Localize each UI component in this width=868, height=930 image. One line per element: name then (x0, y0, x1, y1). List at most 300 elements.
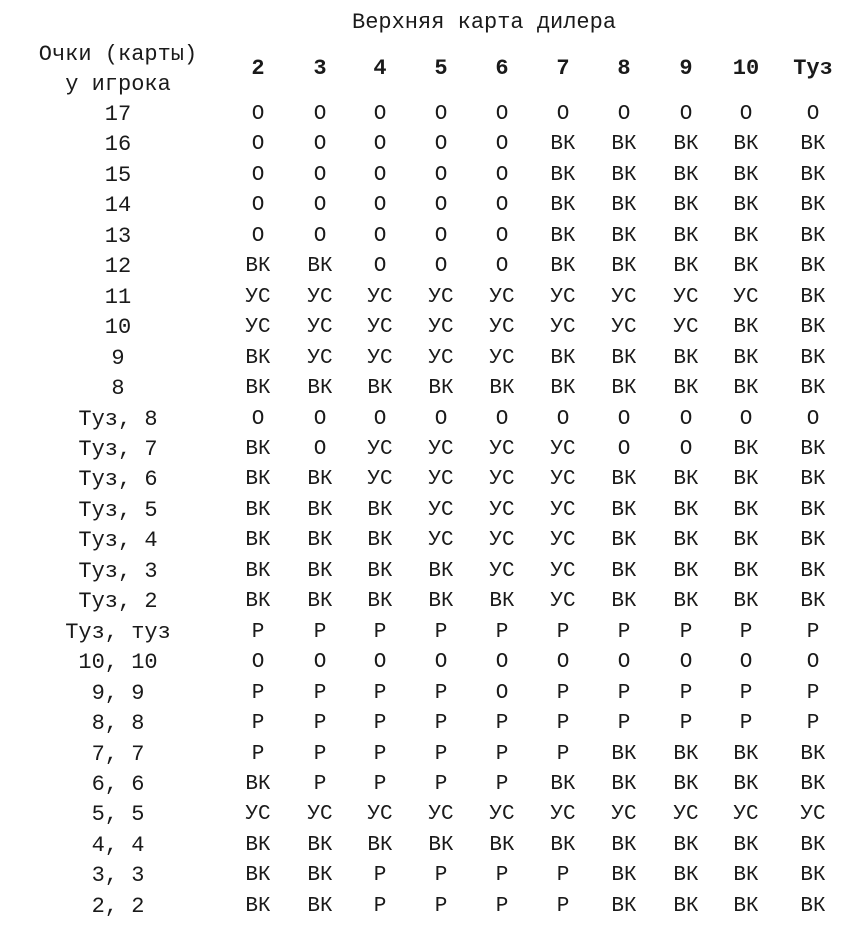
table-cell: ВК (733, 559, 759, 583)
table-cell: ВК (245, 833, 271, 857)
table-cell: ВК (733, 163, 759, 187)
table-cell: УС (550, 468, 576, 492)
table-cell: УС (611, 285, 637, 309)
table-cell: О (495, 163, 509, 187)
table-row (0, 161, 868, 191)
dealer-card-header: 7 (556, 56, 570, 81)
table-cell: О (434, 163, 448, 187)
table-cell: О (251, 163, 265, 187)
row-label: 10 (104, 315, 132, 341)
table-cell: О (495, 194, 509, 218)
table-cell: Р (251, 742, 265, 766)
table-row (0, 344, 868, 374)
table-row (0, 648, 868, 678)
table-cell: О (251, 194, 265, 218)
table-cell: ВК (307, 559, 333, 583)
row-label: Туз, 8 (78, 406, 158, 432)
table-cell: УС (245, 803, 271, 827)
table-cell: ВК (800, 590, 826, 614)
table-cell: ВК (428, 590, 454, 614)
table-cell: Р (373, 620, 387, 644)
table-cell: УС (307, 285, 333, 309)
row-label: 2, 2 (91, 893, 145, 919)
table-cell: ВК (673, 163, 699, 187)
row-label: Туз, 7 (78, 436, 158, 462)
table-row (0, 222, 868, 252)
table-cell: О (373, 194, 387, 218)
table-cell: УС (489, 468, 515, 492)
table-cell: ВК (733, 194, 759, 218)
row-label: 13 (104, 223, 132, 249)
table-cell: О (313, 651, 327, 675)
table-row (0, 861, 868, 891)
table-cell: Р (495, 772, 509, 796)
table-cell: О (495, 681, 509, 705)
table-row (0, 526, 868, 556)
row-label: Туз, 3 (78, 558, 158, 584)
table-cell: ВК (800, 285, 826, 309)
table-cell: Р (373, 772, 387, 796)
table-cell: УС (489, 803, 515, 827)
table-cell: УС (307, 346, 333, 370)
table-cell: ВК (800, 346, 826, 370)
table-cell: Р (434, 894, 448, 918)
table-row (0, 283, 868, 313)
table-cell: УС (428, 285, 454, 309)
table-cell: УС (733, 803, 759, 827)
table-cell: УС (489, 285, 515, 309)
table-cell: Р (556, 681, 570, 705)
table-cell: УС (550, 590, 576, 614)
table-cell: ВК (733, 346, 759, 370)
table-cell: Р (373, 742, 387, 766)
row-label: Туз, туз (65, 619, 171, 645)
table-cell: О (556, 651, 570, 675)
table-cell: УС (550, 559, 576, 583)
table-cell: УС (550, 498, 576, 522)
table-cell: О (434, 103, 448, 126)
table-cell: ВК (245, 772, 271, 796)
table-cell: ВК (307, 498, 333, 522)
table-cell: ВК (800, 468, 826, 492)
table-cell: Р (495, 620, 509, 644)
table-cell: О (679, 407, 693, 431)
table-cell: О (434, 194, 448, 218)
table-cell: Р (434, 864, 448, 888)
table-cell: ВК (733, 529, 759, 553)
table-cell: Р (806, 712, 820, 736)
table-cell: ВК (307, 864, 333, 888)
table-row (0, 405, 868, 435)
table-cell: ВК (673, 224, 699, 248)
table-cell: О (434, 133, 448, 157)
table-cell: ВК (800, 133, 826, 157)
table-cell: Р (373, 712, 387, 736)
table-cell: ВК (367, 590, 393, 614)
table-cell: О (373, 651, 387, 675)
table-row (0, 496, 868, 526)
table-cell: ВК (800, 224, 826, 248)
table-cell: ВК (733, 833, 759, 857)
table-cell: ВК (800, 742, 826, 766)
player-header-line-1: Очки (карты) (38, 42, 198, 67)
table-cell: ВК (733, 894, 759, 918)
table-cell: О (313, 437, 327, 461)
table-cell: О (679, 651, 693, 675)
table-cell: ВК (673, 772, 699, 796)
table-row (0, 435, 868, 465)
table-cell: Р (313, 712, 327, 736)
table-cell: Р (373, 681, 387, 705)
table-cell: Р (313, 772, 327, 796)
table-cell: О (373, 133, 387, 157)
table-cell: ВК (800, 529, 826, 553)
row-label: 17 (104, 102, 132, 127)
table-cell: ВК (245, 590, 271, 614)
table-cell: ВК (673, 529, 699, 553)
table-cell: ВК (611, 255, 637, 279)
row-label: 7, 7 (91, 741, 145, 767)
table-cell: ВК (307, 894, 333, 918)
table-cell: ВК (673, 498, 699, 522)
table-cell: О (806, 651, 820, 675)
table-cell: О (556, 103, 570, 126)
table-cell: ВК (611, 864, 637, 888)
table-cell: О (495, 255, 509, 279)
table-cell: ВК (800, 894, 826, 918)
table-cell: ВК (673, 833, 699, 857)
table-cell: О (251, 407, 265, 431)
table-cell: Р (617, 681, 631, 705)
table-cell: О (495, 224, 509, 248)
table-cell: ВК (611, 194, 637, 218)
table-cell: ВК (611, 559, 637, 583)
dealer-card-header: 6 (495, 56, 509, 81)
table-cell: ВК (367, 529, 393, 553)
table-row (0, 587, 868, 617)
table-row (0, 557, 868, 587)
row-label: Туз, 2 (78, 589, 158, 615)
table-row (0, 313, 868, 343)
table-cell: Р (679, 712, 693, 736)
table-cell: О (679, 437, 693, 461)
table-cell: Р (556, 742, 570, 766)
table-cell: ВК (307, 833, 333, 857)
table-cell: ВК (611, 133, 637, 157)
table-cell: Р (617, 712, 631, 736)
table-cell: О (313, 224, 327, 248)
table-cell: О (806, 407, 820, 431)
table-cell: ВК (673, 559, 699, 583)
table-cell: УС (428, 346, 454, 370)
table-cell: О (251, 103, 265, 126)
table-cell: Р (434, 772, 448, 796)
table-cell: О (313, 407, 327, 431)
table-row (0, 100, 868, 130)
row-label: 11 (104, 284, 132, 310)
table-row (0, 252, 868, 282)
table-row (0, 374, 868, 404)
table-cell: УС (489, 437, 515, 461)
table-cell: ВК (611, 377, 637, 401)
table-cell: УС (428, 437, 454, 461)
table-cell: Р (434, 712, 448, 736)
table-cell: О (806, 103, 820, 126)
table-cell: ВК (673, 590, 699, 614)
table-cell: ВК (550, 163, 576, 187)
table-cell: Р (806, 620, 820, 644)
row-label: Туз, 5 (78, 497, 158, 523)
table-cell: О (495, 407, 509, 431)
row-label: 4, 4 (91, 832, 145, 858)
table-cell: Р (313, 742, 327, 766)
table-cell: ВК (800, 255, 826, 279)
table-cell: ВК (245, 377, 271, 401)
table-cell: ВК (673, 194, 699, 218)
table-cell: О (313, 163, 327, 187)
table-cell: ВК (550, 346, 576, 370)
table-cell: ВК (800, 833, 826, 857)
table-cell: УС (489, 316, 515, 340)
table-cell: Р (313, 620, 327, 644)
table-cell: ВК (611, 468, 637, 492)
table-cell: ВК (611, 772, 637, 796)
table-cell: Р (434, 742, 448, 766)
dealer-card-header: 3 (313, 56, 327, 81)
table-cell: ВК (245, 529, 271, 553)
table-cell: ВК (673, 133, 699, 157)
table-cell: УС (428, 529, 454, 553)
strategy-table (0, 100, 868, 922)
table-cell: ВК (245, 559, 271, 583)
dealer-card-headers (0, 56, 868, 84)
table-cell: О (434, 224, 448, 248)
table-cell: О (617, 437, 631, 461)
table-cell: ВК (428, 833, 454, 857)
table-row (0, 465, 868, 495)
table-cell: ВК (800, 316, 826, 340)
table-cell: Р (313, 681, 327, 705)
table-cell: УС (611, 316, 637, 340)
table-row (0, 709, 868, 739)
table-cell: О (434, 407, 448, 431)
table-cell: УС (428, 468, 454, 492)
table-cell: ВК (550, 377, 576, 401)
table-cell: УС (673, 316, 699, 340)
dealer-card-header: 5 (434, 56, 448, 81)
table-cell: ВК (307, 377, 333, 401)
table-cell: О (739, 651, 753, 675)
table-cell: Р (617, 620, 631, 644)
table-cell: ВК (673, 894, 699, 918)
table-cell: О (373, 103, 387, 126)
table-cell: ВК (733, 224, 759, 248)
row-label: 9 (111, 345, 125, 371)
table-cell: О (373, 163, 387, 187)
table-cell: УС (245, 285, 271, 309)
table-cell: ВК (733, 742, 759, 766)
table-cell: О (495, 103, 509, 126)
table-cell: О (617, 407, 631, 431)
table-cell: ВК (611, 529, 637, 553)
table-cell: О (617, 103, 631, 126)
table-cell: УС (307, 803, 333, 827)
table-row (0, 770, 868, 800)
table-cell: ВК (611, 590, 637, 614)
table-cell: ВК (733, 255, 759, 279)
table-cell: ВК (673, 346, 699, 370)
table-cell: ВК (673, 468, 699, 492)
table-cell: Р (495, 894, 509, 918)
table-cell: Р (251, 712, 265, 736)
table-cell: ВК (245, 468, 271, 492)
table-cell: ВК (733, 437, 759, 461)
table-cell: О (495, 651, 509, 675)
table-cell: ВК (733, 590, 759, 614)
table-cell: УС (550, 803, 576, 827)
table-cell: ВК (611, 163, 637, 187)
table-cell: Р (434, 681, 448, 705)
table-cell: О (313, 133, 327, 157)
table-cell: ВК (245, 894, 271, 918)
row-label: 9, 9 (91, 680, 145, 706)
dealer-card-header: 2 (251, 56, 265, 81)
dealer-card-header: 8 (617, 56, 631, 81)
table-cell: ВК (673, 742, 699, 766)
table-row (0, 892, 868, 922)
table-cell: ВК (307, 529, 333, 553)
table-cell: Р (556, 864, 570, 888)
table-cell: ВК (800, 559, 826, 583)
table-cell: Р (679, 681, 693, 705)
table-cell: ВК (489, 833, 515, 857)
table-cell: О (251, 133, 265, 157)
table-cell: УС (367, 803, 393, 827)
table-cell: ВК (245, 255, 271, 279)
row-label: 5, 5 (91, 802, 145, 828)
table-row (0, 130, 868, 160)
row-label: Туз, 4 (78, 528, 158, 554)
table-cell: ВК (550, 194, 576, 218)
row-label: 3, 3 (91, 863, 145, 889)
table-cell: ВК (733, 133, 759, 157)
table-cell: УС (307, 316, 333, 340)
table-cell: ВК (428, 377, 454, 401)
table-cell: О (434, 651, 448, 675)
table-cell: Р (495, 742, 509, 766)
dealer-card-header: 10 (732, 56, 760, 81)
table-cell: ВК (307, 255, 333, 279)
table-cell: ВК (733, 772, 759, 796)
row-label: 8 (111, 376, 125, 402)
table-cell: ВК (367, 498, 393, 522)
table-cell: О (251, 651, 265, 675)
table-row (0, 740, 868, 770)
table-row (0, 831, 868, 861)
table-cell: Р (373, 894, 387, 918)
table-cell: Р (251, 681, 265, 705)
table-cell: ВК (550, 772, 576, 796)
table-cell: Р (739, 681, 753, 705)
table-cell: О (313, 194, 327, 218)
table-cell: ВК (673, 255, 699, 279)
table-cell: ВК (733, 864, 759, 888)
table-cell: УС (673, 285, 699, 309)
dealer-card-header: Туз (793, 56, 833, 81)
table-cell: УС (550, 285, 576, 309)
row-label: 15 (104, 162, 132, 188)
table-cell: ВК (673, 864, 699, 888)
table-cell: О (251, 224, 265, 248)
table-cell: Р (806, 681, 820, 705)
table-cell: ВК (489, 377, 515, 401)
table-cell: ВК (245, 346, 271, 370)
table-cell: ВК (733, 468, 759, 492)
row-label: 12 (104, 254, 132, 280)
table-cell: Р (373, 864, 387, 888)
table-cell: УС (733, 285, 759, 309)
table-cell: О (739, 407, 753, 431)
table-cell: УС (489, 529, 515, 553)
table-cell: ВК (245, 498, 271, 522)
table-cell: ВК (800, 864, 826, 888)
row-label: 16 (104, 132, 132, 158)
table-cell: ВК (550, 133, 576, 157)
table-cell: ВК (611, 894, 637, 918)
table-cell: Р (556, 620, 570, 644)
table-cell: ВК (550, 255, 576, 279)
row-label: Туз, 6 (78, 467, 158, 493)
table-cell: УС (428, 316, 454, 340)
table-cell: ВК (673, 377, 699, 401)
table-row (0, 191, 868, 221)
table-cell: УС (489, 559, 515, 583)
table-cell: Р (251, 620, 265, 644)
table-cell: ВК (550, 224, 576, 248)
table-cell: УС (367, 468, 393, 492)
table-cell: Р (495, 712, 509, 736)
table-cell: УС (489, 346, 515, 370)
table-cell: Р (434, 620, 448, 644)
table-cell: О (556, 407, 570, 431)
table-cell: ВК (733, 316, 759, 340)
table-cell: Р (739, 712, 753, 736)
row-label: 14 (104, 193, 132, 219)
table-cell: ВК (367, 833, 393, 857)
table-cell: УС (550, 316, 576, 340)
table-row (0, 618, 868, 648)
table-cell: О (373, 224, 387, 248)
table-cell: Р (739, 620, 753, 644)
table-cell: О (739, 103, 753, 126)
dealer-card-header: 9 (679, 56, 693, 81)
table-cell: ВК (611, 742, 637, 766)
table-cell: ВК (800, 498, 826, 522)
table-cell: О (373, 255, 387, 279)
table-cell: ВК (733, 377, 759, 401)
table-cell: ВК (733, 498, 759, 522)
table-cell: ВК (800, 437, 826, 461)
table-cell: УС (428, 803, 454, 827)
row-label: 8, 8 (91, 711, 145, 737)
table-cell: Р (679, 620, 693, 644)
table-cell: УС (673, 803, 699, 827)
table-cell: ВК (611, 224, 637, 248)
table-cell: ВК (245, 864, 271, 888)
table-cell: О (617, 651, 631, 675)
dealer-card-header: 4 (373, 56, 387, 81)
table-cell: УС (800, 803, 826, 827)
